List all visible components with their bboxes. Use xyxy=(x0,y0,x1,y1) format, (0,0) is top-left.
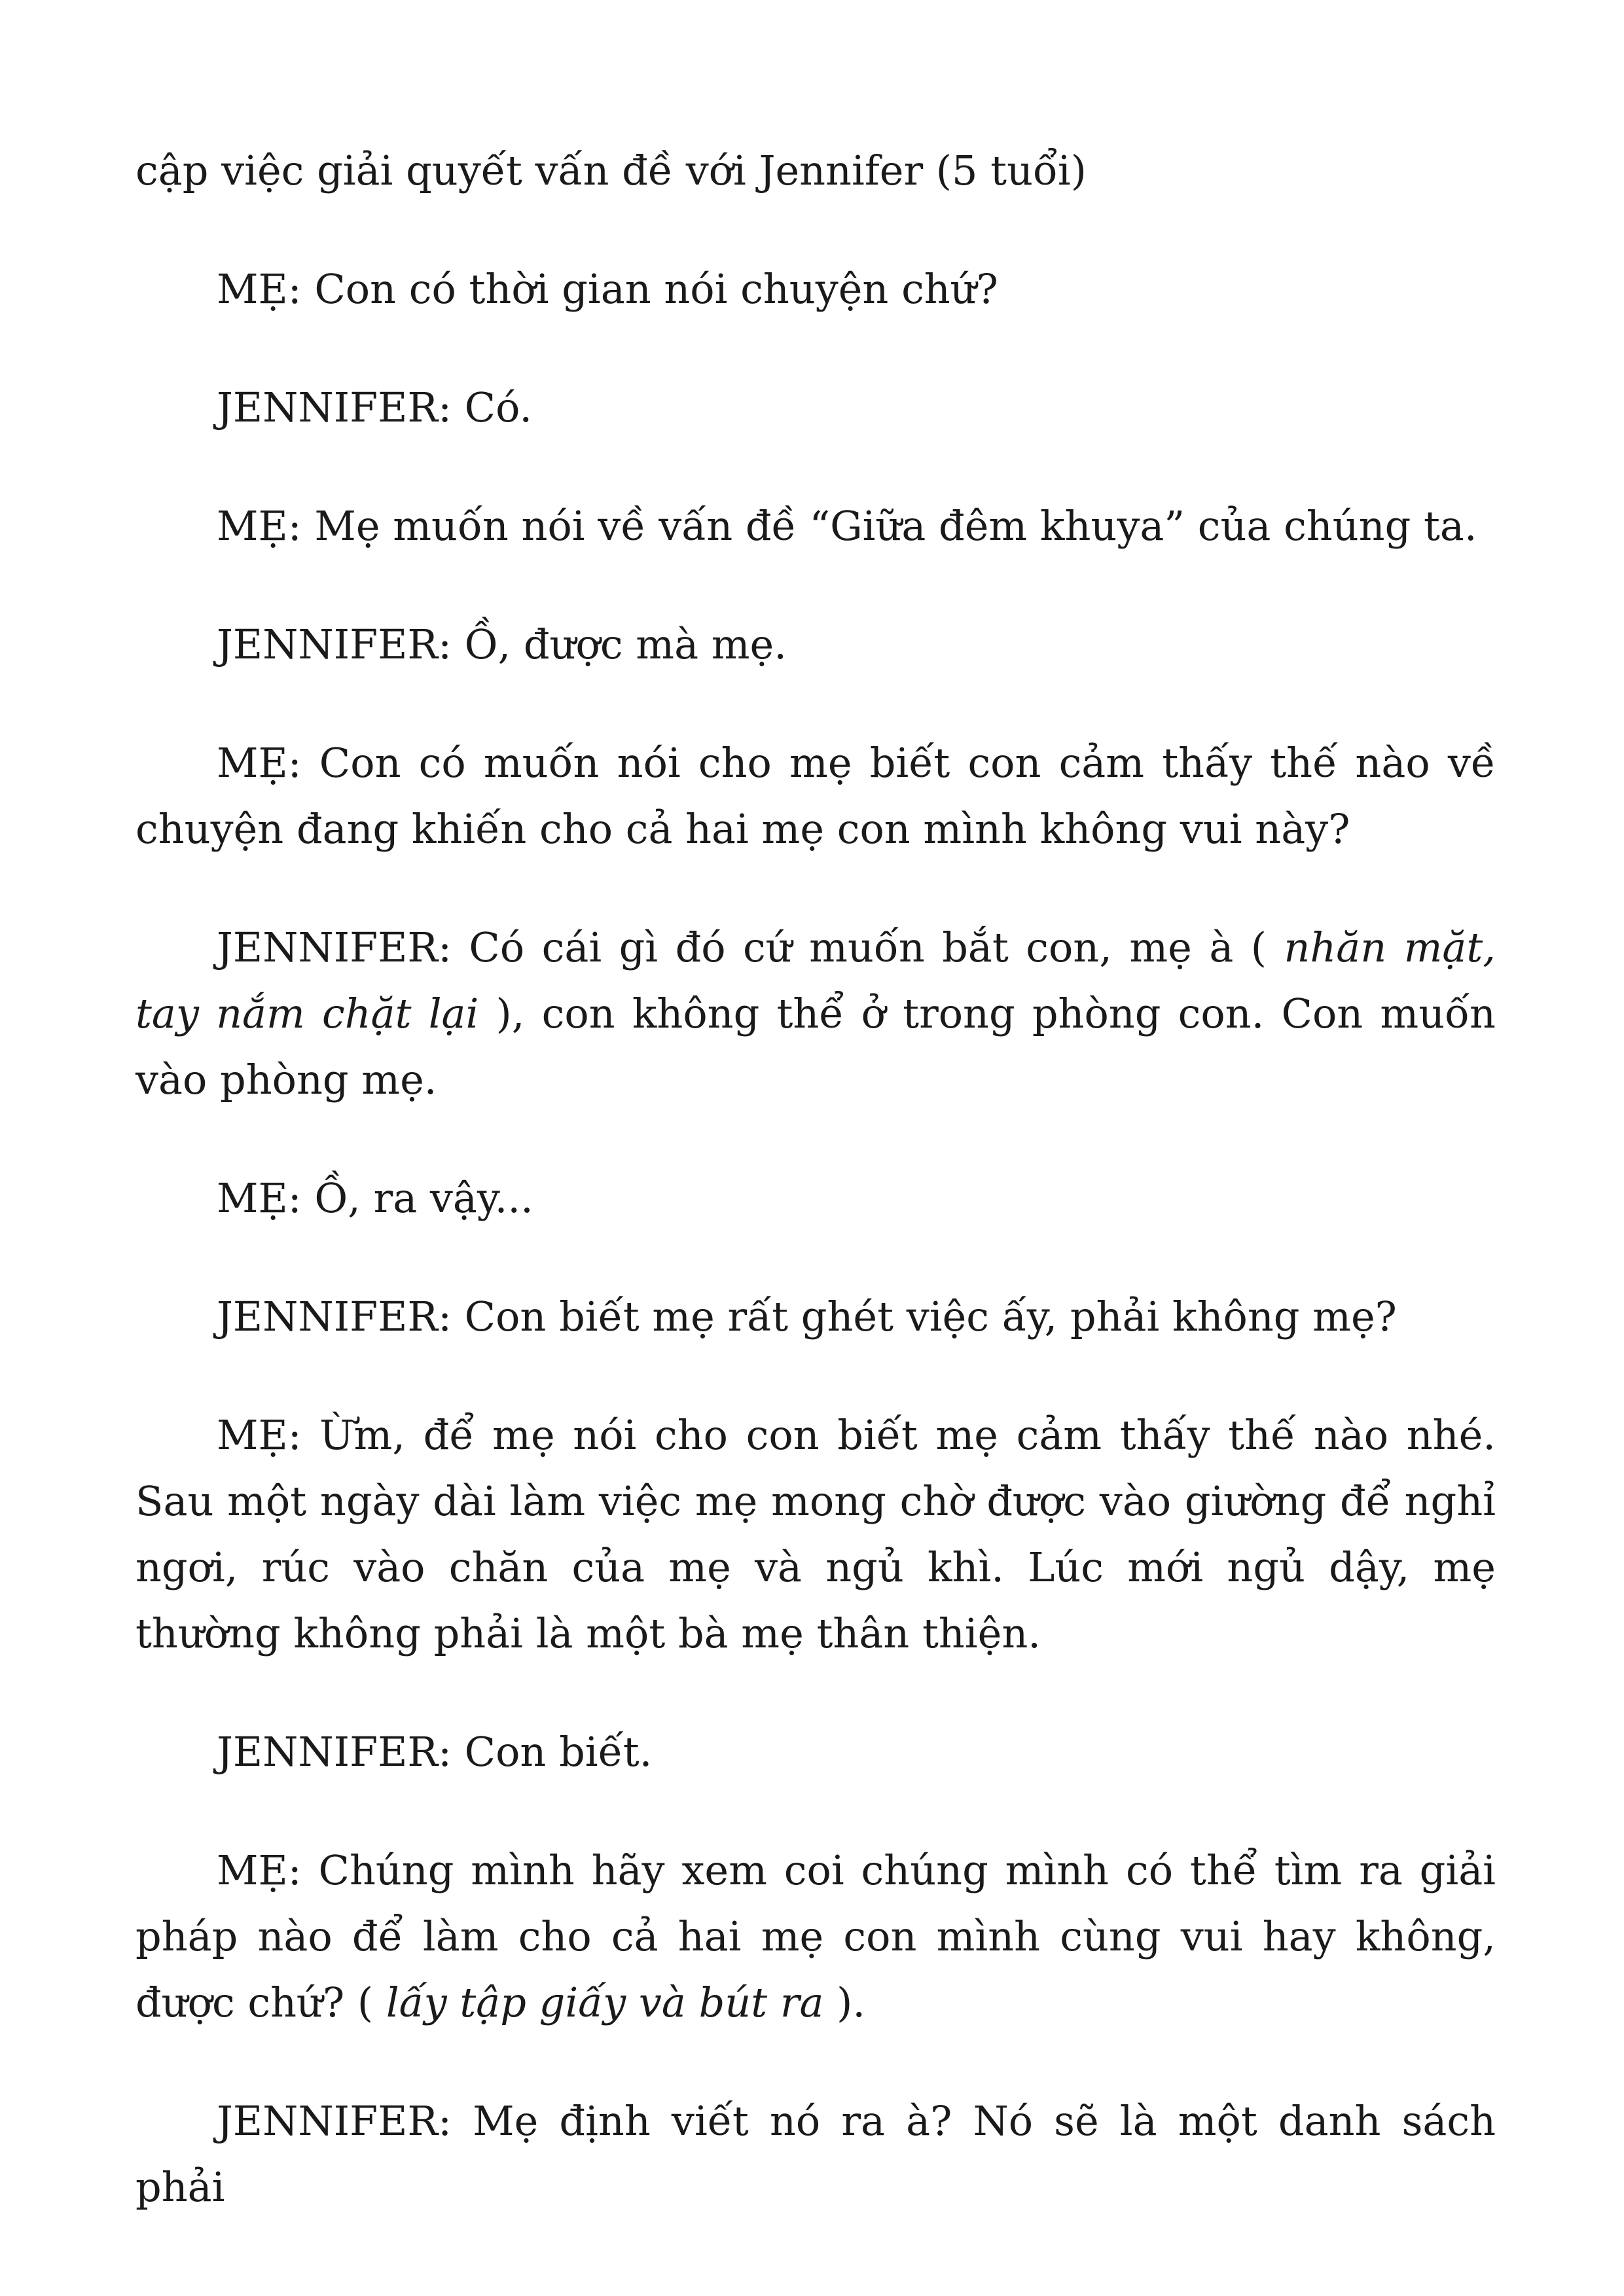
dialogue-line-jennifer: JENNIFER: Ồ, được mà mẹ. xyxy=(217,620,787,668)
stage-direction: lấy tập giấy và bút ra xyxy=(386,1979,824,2026)
dialogue-line-jennifer: JENNIFER: Con biết mẹ rất ghét việc ấy, phải không mẹ? xyxy=(217,1293,1397,1340)
dialogue-line-jennifer: JENNIFER: Có. xyxy=(217,384,533,431)
dialogue-text: ). xyxy=(823,1979,866,2026)
dialogue-line-mother xyxy=(135,1837,1496,2036)
dialogue-line-mother: MẸ: Con có muốn nói cho mẹ biết con cảm thấy thế nào về chuyện đang khiến cho cả hai mẹ con mình không vui này? xyxy=(135,739,1496,853)
dialogue-line-mother: MẸ: Con có thời gian nói chuyện chứ? xyxy=(217,265,998,313)
dialogue-line-jennifer xyxy=(135,914,1496,1113)
stage-direction: nhăn mặt, tay nắm chặt lại xyxy=(135,924,1496,1037)
dialogue-line-jennifer: JENNIFER: Con biết. xyxy=(217,1728,653,1776)
dialogue-text: ), con không thể ở trong phòng con. Con muốn vào phòng mẹ. xyxy=(135,990,1496,1103)
dialogue-text: JENNIFER: Có cái gì đó cứ muốn bắt con, mẹ à ( xyxy=(217,924,1284,971)
dialogue-line-jennifer: JENNIFER: Mẹ định viết nó ra à? Nó sẽ là một danh sách phải xyxy=(135,2097,1496,2211)
dialogue-line-mother: MẸ: Ừm, để mẹ nói cho con biết mẹ cảm thấy thế nào nhé. Sau một ngày dài làm việc mẹ mong chờ được vào giường để nghỉ ngơi, rúc vào chăn của mẹ và ngủ khì. Lúc mới ngủ dậy, mẹ thường không phải là một bà mẹ thân thiện. xyxy=(135,1411,1496,1657)
dialogue-line-mother: MẸ: Ồ, ra vậy... xyxy=(217,1174,533,1222)
body-text xyxy=(135,137,1496,2220)
paragraph-continuation: cập việc giải quyết vấn đề với Jennifer (5 tuổi) xyxy=(135,147,1087,194)
dialogue-line-mother: MẸ: Mẹ muốn nói về vấn đề “Giữa đêm khuya” của chúng ta. xyxy=(217,502,1477,550)
dialogue-text: MẸ: Chúng mình hãy xem coi chúng mình có thể tìm ra giải pháp nào để làm cho cả hai mẹ con mình cùng vui hay không, được chứ? ( xyxy=(135,1846,1496,2026)
